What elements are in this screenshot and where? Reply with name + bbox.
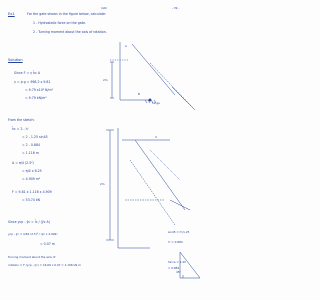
top-code: (A6) [101, 6, 107, 10]
force-formula: Since F = γ h̄c A [14, 71, 41, 75]
gamma-value: = 9.79 x10³ N/m³ [25, 88, 53, 92]
turning-moment-text: Turning moment about the axis of [8, 255, 56, 259]
gamma-definition: γ = ρ g = 998.2 x 9.81 [14, 80, 51, 84]
solution-heading: Solution [8, 58, 23, 62]
area-line-1: A = π/4 (2.5²) [12, 161, 34, 165]
gamma-value-kn: = 9.79 kN/m³ [25, 96, 47, 100]
hinge-label: hinge [152, 101, 160, 105]
force-line-2: = 53.74 kN [22, 198, 41, 202]
problem-number: Ex1 [8, 12, 15, 16]
moment-line-2: = 0.07 m [40, 242, 55, 246]
angle-label: 45° [176, 270, 181, 274]
dimension-2m-side: 2m [100, 182, 105, 186]
tank-wall [120, 42, 150, 100]
hinge-point [149, 99, 151, 101]
gate-axis-line [135, 140, 185, 210]
force-line-1: F = 9.81 x 1.116 x 4.909 [12, 190, 52, 194]
hc-line-2: = 2 - 1.25 sin45 [22, 135, 48, 139]
problem-statement: For the gate shown in the figure below, calculate: [27, 12, 107, 16]
moment-line-1: ycp - ȳc = π/64 (2.5)⁴ / (ȳc x 4.909) [8, 232, 58, 236]
area-line-2: = π/4 x 6.25 [22, 169, 42, 173]
page-number: - 39 - [172, 6, 180, 10]
dimension-2m-top: 2m [103, 78, 108, 82]
moment-formula: Since ycp - ȳc = Īc / (ȳc A) [8, 220, 50, 224]
turning-moment-result: rotation = F (ycp - ȳc) = 16.66 x 0.07 ≈ 1.166 kN.m [8, 263, 81, 267]
side-calc-4: = 0.884 [168, 266, 180, 270]
d-label: d [155, 135, 157, 139]
hc-line-3: = 2 - 0.884 [22, 143, 41, 147]
point-A-label: A [125, 44, 127, 48]
point-B-label: B [138, 92, 140, 96]
hc-line-1: h̄c = 2 - h' [12, 127, 29, 131]
hc-line-4: = 1.116 m [22, 151, 39, 155]
side-calc-3: Since = 1.25 [168, 260, 186, 264]
task-item-1: 1 - Hydrostatic force on the gate. [33, 21, 86, 25]
side-calc-2: h' = 0.884 [168, 240, 183, 244]
task-item-2: 2 - Turning moment about the axis of rotation. [33, 30, 107, 34]
area-line-3: = 4.909 m² [22, 177, 41, 181]
side-calc-1: sin45 = h'/1.25 [168, 230, 190, 234]
sketch-heading: From the sketch: [8, 118, 35, 122]
angle-triangle [180, 252, 200, 278]
inclined-gate [132, 44, 175, 95]
